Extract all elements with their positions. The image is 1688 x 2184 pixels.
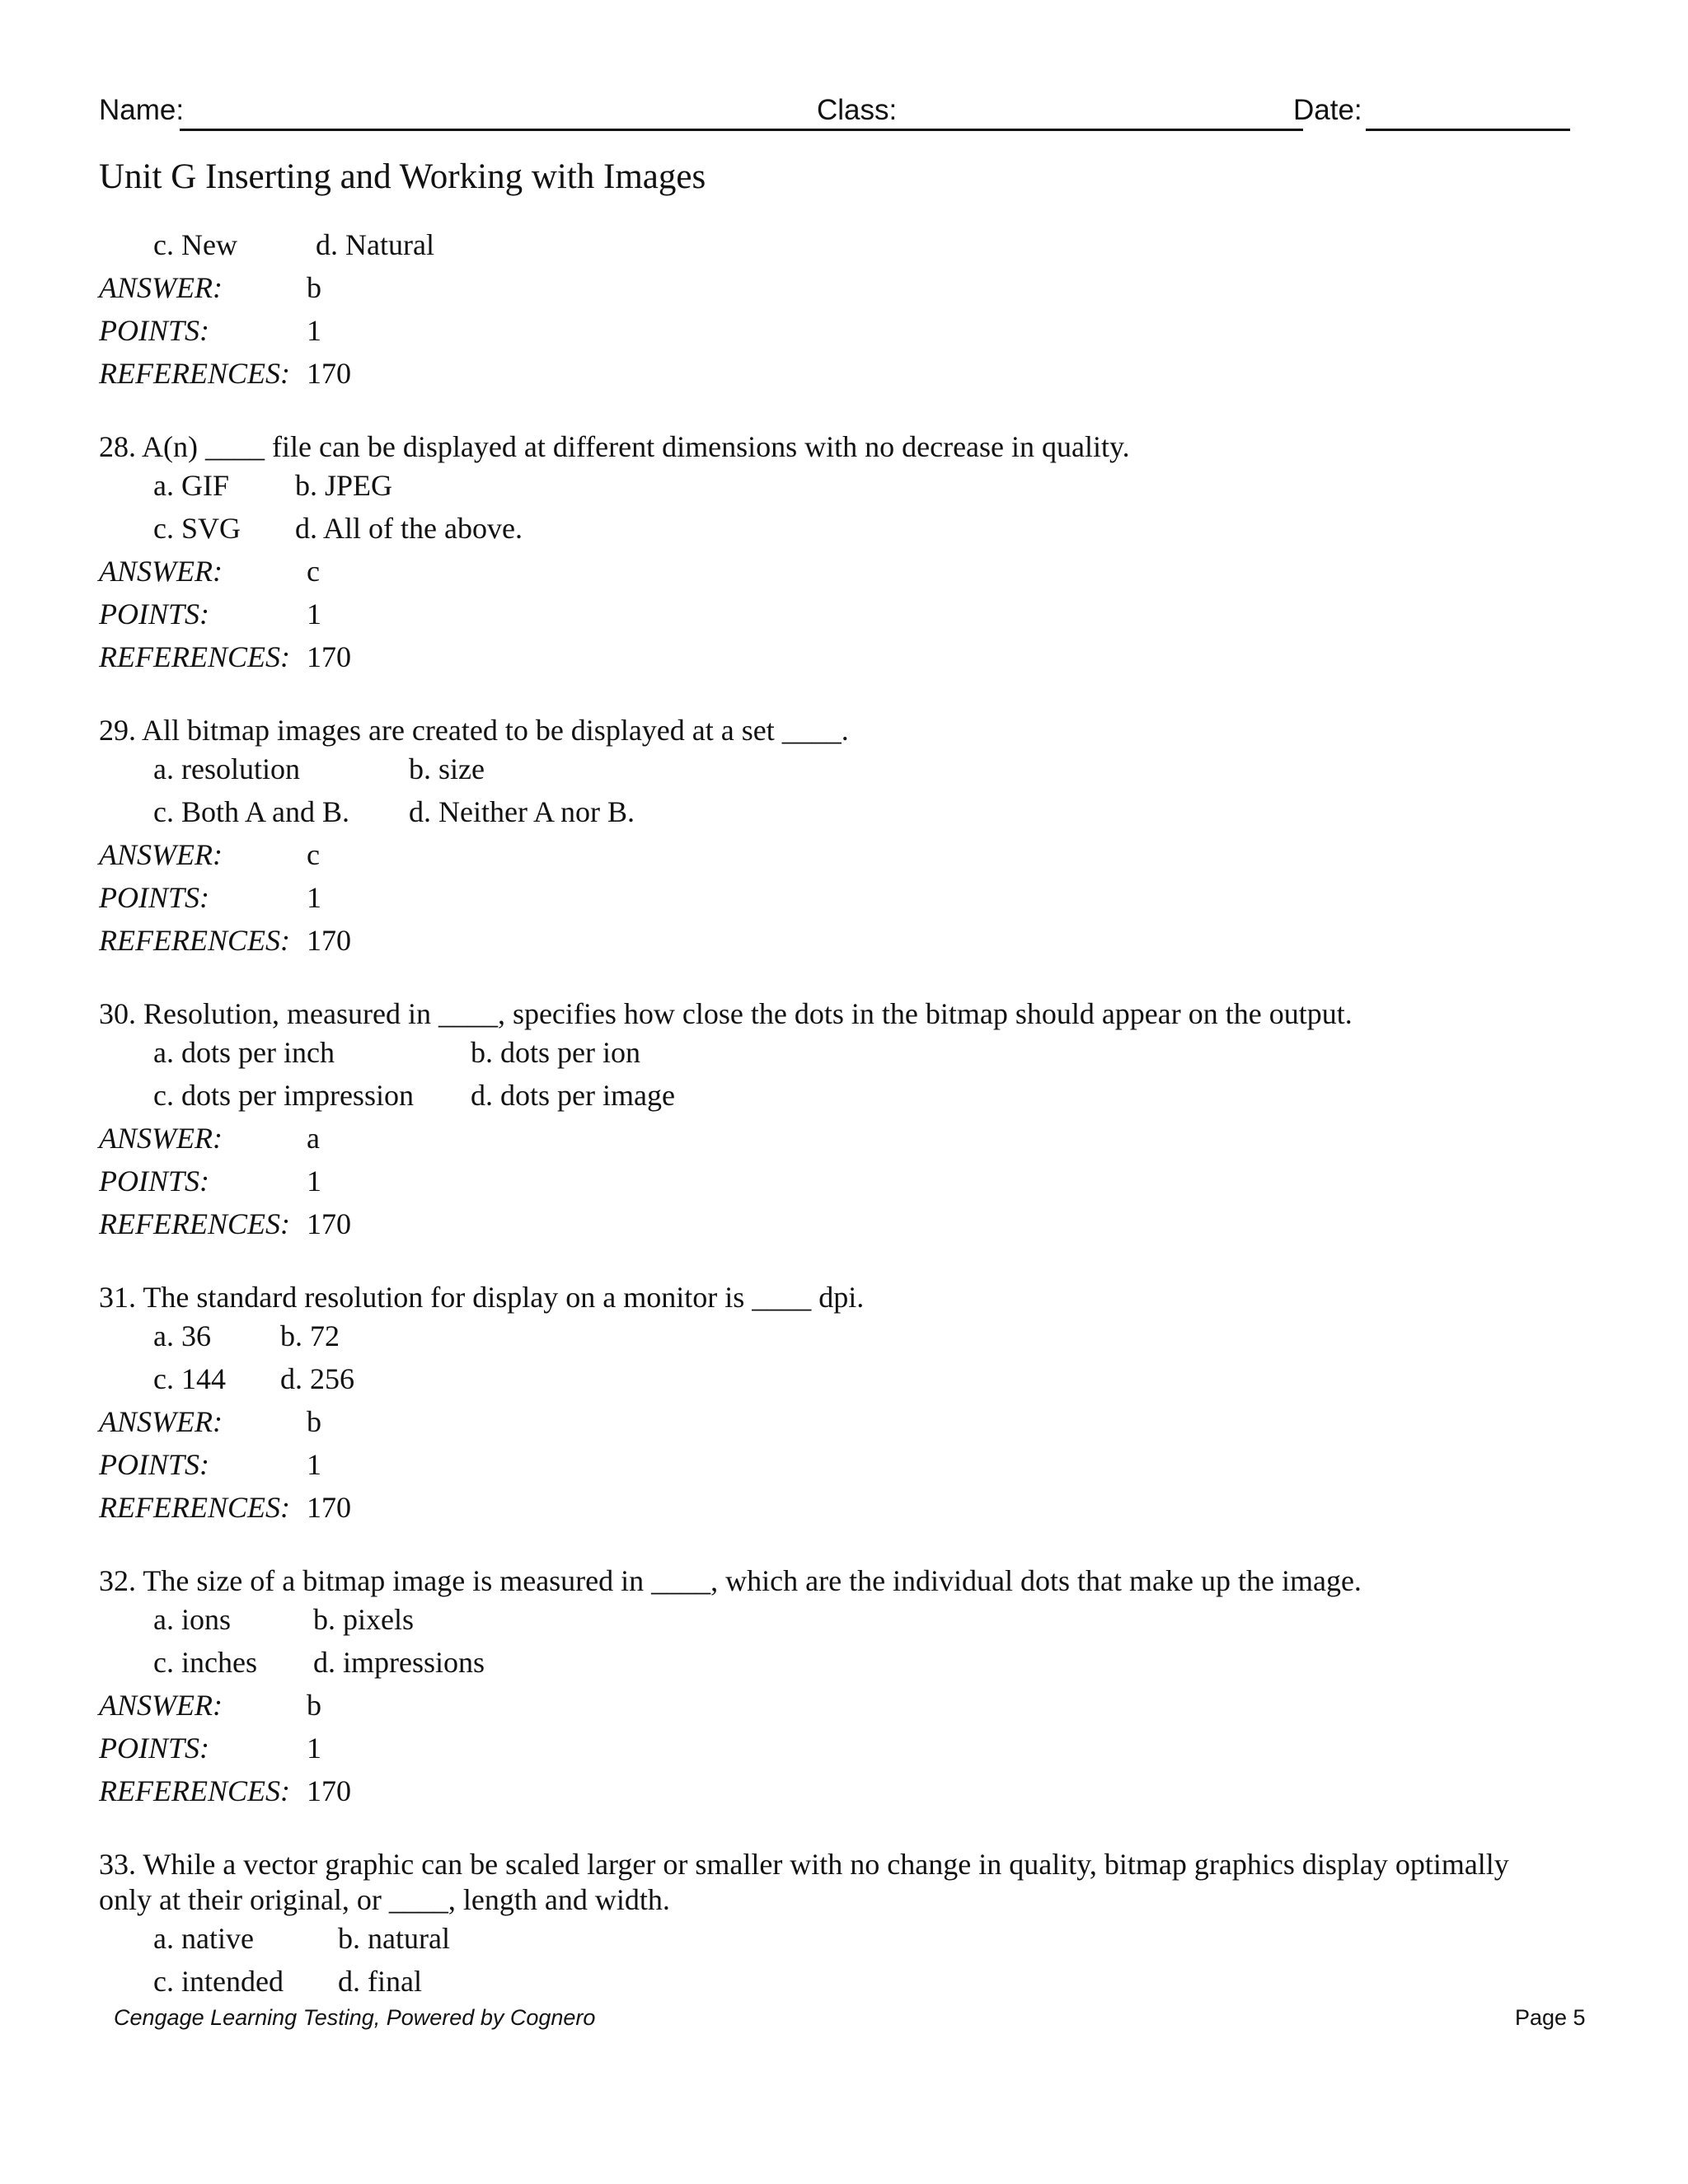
date-label: Date: [1293,94,1362,126]
option-d: d. final [338,1965,422,1998]
points-value: 1 [307,314,321,347]
references-value: 170 [307,1491,351,1524]
references-value: 170 [307,1774,351,1807]
option-c: c. intended [153,1965,284,1998]
option-d: d. impressions [313,1646,485,1679]
option-d: d. Natural [316,228,434,261]
points-label: POINTS: [99,1165,209,1197]
unit-title: Unit G Inserting and Working with Images [99,157,706,196]
points-label: POINTS: [99,598,209,630]
option-c: c. New [153,228,237,261]
option-c: c. SVG [153,512,241,545]
option-b: b. dots per ion [471,1036,640,1069]
question-stem: 33. While a vector graphic can be scaled larger or smaller with no change in quality, bitmap graphics display optimally [99,1848,1509,1881]
answer-label: ANSWER: [99,555,223,588]
answer-label: ANSWER: [99,1405,223,1438]
header-fields [99,94,1570,137]
option-d: d. Neither A nor B. [409,795,635,828]
answer-value: a [307,1122,320,1155]
references-value: 170 [307,924,351,957]
option-b: b. size [409,752,485,785]
option-d: d. 256 [280,1362,354,1395]
option-b: b. JPEG [295,469,393,502]
references-label: REFERENCES: [99,924,290,957]
question-stem-continued: only at their original, or ____, length and width. [99,1883,670,1916]
option-a: a. resolution [153,752,300,785]
references-label: REFERENCES: [99,1774,290,1807]
references-label: REFERENCES: [99,1207,290,1240]
answer-label: ANSWER: [99,838,223,871]
option-c: c. inches [153,1646,257,1679]
answer-value: b [307,1405,321,1438]
answer-label: ANSWER: [99,1122,223,1155]
option-c: c. 144 [153,1362,226,1395]
name-field[interactable] [180,129,908,131]
points-label: POINTS: [99,881,209,914]
footer-credit: Cengage Learning Testing, Powered by Cognero [114,2005,596,2030]
question-stem: 32. The size of a bitmap image is measured in ____, which are the individual dots that make up the image. [99,1564,1362,1597]
page-number: Page 5 [1515,2005,1586,2030]
answer-label: ANSWER: [99,1689,223,1722]
points-value: 1 [307,1448,321,1481]
option-b: b. 72 [280,1319,340,1352]
option-c: c. dots per impression [153,1079,414,1112]
question-stem: 29. All bitmap images are created to be displayed at a set ____. [99,714,849,747]
option-c: c. Both A and B. [153,795,350,828]
option-a: a. GIF [153,469,229,502]
references-label: REFERENCES: [99,357,290,390]
question-stem: 30. Resolution, measured in ____, specifies how close the dots in the bitmap should appear on the output. [99,997,1353,1030]
question-stem: 28. A(n) ____ file can be displayed at different dimensions with no decrease in quality. [99,430,1130,463]
option-a: a. native [153,1922,254,1955]
points-value: 1 [307,1165,321,1197]
option-b: b. natural [338,1922,450,1955]
references-value: 170 [307,1207,351,1240]
points-value: 1 [307,598,321,630]
answer-value: c [307,838,320,871]
references-label: REFERENCES: [99,1491,290,1524]
references-label: REFERENCES: [99,640,290,673]
option-a: a. 36 [153,1319,211,1352]
answer-label: ANSWER: [99,271,223,304]
answer-value: c [307,555,320,588]
question-stem: 31. The standard resolution for display on a monitor is ____ dpi. [99,1281,865,1314]
points-label: POINTS: [99,314,209,347]
references-value: 170 [307,357,351,390]
answer-value: b [307,1689,321,1722]
option-a: a. dots per inch [153,1036,335,1069]
points-label: POINTS: [99,1732,209,1765]
class-label: Class: [817,94,898,126]
option-d: d. dots per image [471,1079,675,1112]
option-a: a. ions [153,1603,231,1636]
points-label: POINTS: [99,1448,209,1481]
date-field[interactable] [1366,129,1570,131]
answer-value: b [307,271,321,304]
points-value: 1 [307,881,321,914]
references-value: 170 [307,640,351,673]
option-d: d. All of the above. [295,512,523,545]
option-b: b. pixels [313,1603,414,1636]
name-label: Name: [99,94,185,126]
class-field[interactable] [892,129,1303,131]
points-value: 1 [307,1732,321,1765]
